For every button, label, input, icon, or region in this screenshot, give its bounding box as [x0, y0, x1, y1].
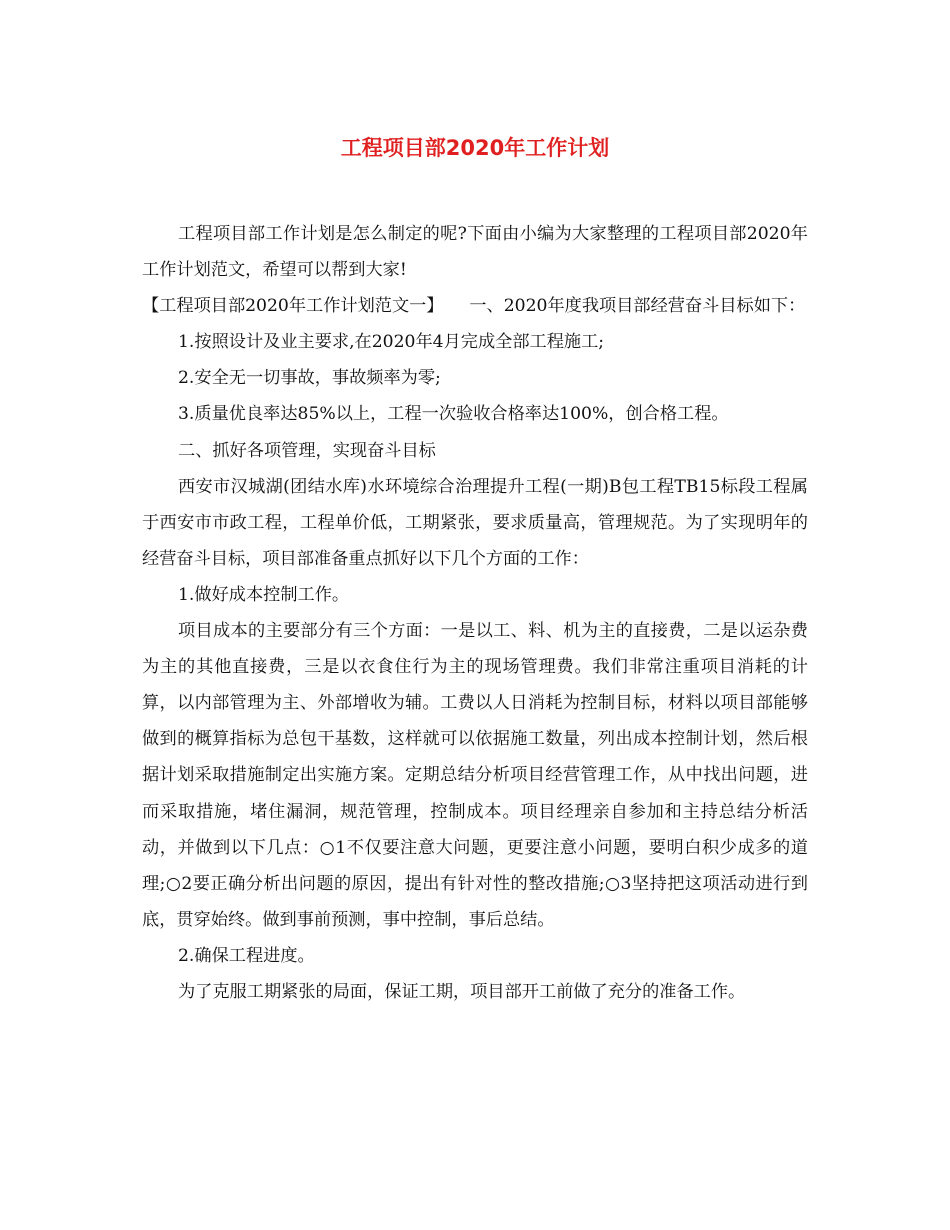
- document-body: [142, 216, 808, 1010]
- paragraph-goal-3: 3.质量优良率达85%以上，工程一次验收合格率达100%，创合格工程。: [178, 404, 729, 425]
- paragraph-schedule: 为了克服工期紧张的局面，保证工期，项目部开工前做了充分的准备工作。: [178, 981, 746, 1002]
- paragraph-section-2: 二、抓好各项管理，实现奋斗目标: [178, 440, 436, 461]
- paragraph-goal-1: 1.按照设计及业主要求,在2020年4月完成全部工程施工;: [178, 332, 605, 353]
- document-title: 工程项目部2020年工作计划: [340, 136, 610, 160]
- paragraph-section-heading: 【工程项目部2020年工作计划范文一】 一、2020年度我项目部经营奋斗目标如下：: [142, 296, 806, 317]
- paragraph-item-1: 1.做好成本控制工作。: [178, 584, 350, 605]
- paragraph-intro: 工程项目部工作计划是怎么制定的呢?下面由小编为大家整理的工程项目部2020年工作计划范文，希望可以帮到大家!: [142, 224, 808, 281]
- paragraph-cost-control: 项目成本的主要部分有三个方面：一是以工、料、机为主的直接费，二是以运杂费为主的其他直接费，三是以衣食住行为主的现场管理费。我们非常注重项目消耗的计算，以内部管理为主、外部增收为辅。工费以人日消耗为控制目标，材料以项目部能够做到的概算指标为总包干基数，这样就可以依据施工数量，列出成本控制计划，然后根据计划采取措施制定出实施方案。定期总结分析项目经营管理工作，从中找出问题，进而采取措施，堵住漏洞，规范管理，控制成本。项目经理亲自参加和主持总结分析活动，并做到以下几点：○1不仅要注意大问题，更要注意小问题，要明白积少成多的道理;○2要正确分析出问题的原因，提出有针对性的整改措施;○3坚持把这项活动进行到底，贯穿始终。做到事前预测，事中控制，事后总结。: [142, 621, 808, 930]
- paragraph-item-2: 2.确保工程进度。: [178, 945, 315, 966]
- paragraph-goal-2: 2.安全无一切事故，事故频率为零;: [178, 368, 441, 389]
- paragraph-project-desc: 西安市汉城湖(团结水库)水环境综合治理提升工程(一期)B包工程TB15标段工程属于西安市市政工程，工程单价低，工期紧张，要求质量高，管理规范。为了实现明年的经营奋斗目标，项目部准备重点抓好以下几个方面的工作：: [142, 476, 808, 569]
